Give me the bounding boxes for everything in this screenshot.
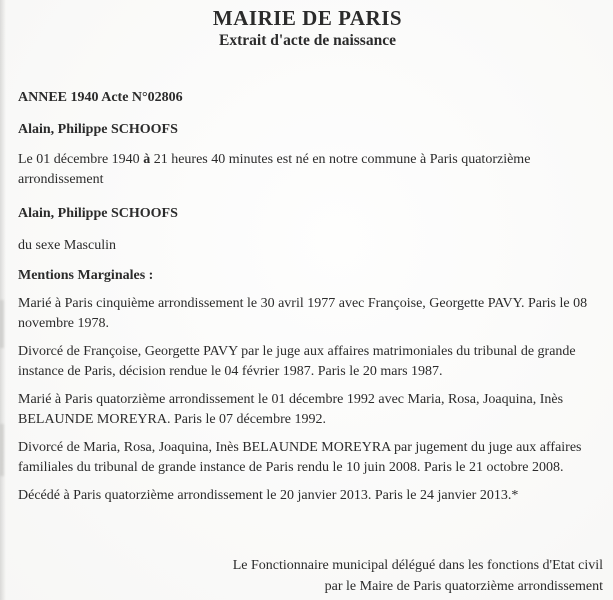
mentions-marginales-heading: Mentions Marginales : [18, 268, 154, 283]
birth-statement-post: 21 heures 40 minutes est né en notre commune à Paris quatorzième arrondissement [18, 152, 531, 187]
signature-block [233, 555, 603, 597]
birth-statement-pre: Le 01 décembre 1940 [18, 152, 144, 167]
mentions-list [18, 294, 597, 506]
mention-marriage-1977: Marié à Paris cinquième arrondissement le 30 avril 1977 avec Françoise, Georgette PAVY. Paris le 08 novembre 1978. [18, 296, 588, 331]
birth-statement-bold-word: à [143, 152, 151, 167]
mention-divorce-1987: Divorcé de Françoise, Georgette PAVY par le juge aux affaires matrimoniales du tribunal de grande instance de Paris, décision rendue le 04 février 1987. Paris le 20 mars 1987. [18, 344, 576, 379]
document-subtitle: Extrait d'acte de naissance [219, 32, 396, 49]
mention-death-2013: Décédé à Paris quatorzième arrondissement le 20 janvier 2013. Paris le 24 janvier 2013.* [18, 488, 519, 503]
mention-marriage-1992: Marié à Paris quatorzième arrondissement le 01 décembre 1992 avec Maria, Rosa, Joaquina, Inès BELAUNDE MOREYRA. Paris le 07 décembre 1992. [18, 392, 564, 427]
birth-statement [18, 150, 596, 190]
scan-artifact [0, 300, 4, 348]
mention-divorce-2008: Divorcé de Maria, Rosa, Joaquina, Inès BELAUNDE MOREYRA par jugement du juge aux affaires familiales du tribunal de grande instance de Paris rendu le 10 juin 2008. Paris le 21 octobre 2008. [18, 440, 582, 475]
signature-line-2: par le Maire de Paris quatorzième arrondissement [324, 579, 603, 594]
person-name-first: Alain, Philippe SCHOOFS [18, 122, 178, 137]
sex-line: du sexe Masculin [18, 238, 116, 253]
signature-line-1: Le Fonctionnaire municipal délégué dans les fonctions d'Etat civil [232, 558, 603, 573]
person-name-second: Alain, Philippe SCHOOFS [18, 206, 178, 221]
scan-artifact [0, 424, 4, 476]
document-title: MAIRIE DE PARIS [212, 6, 403, 30]
act-reference: ANNEE 1940 Acte N°02806 [18, 90, 183, 105]
